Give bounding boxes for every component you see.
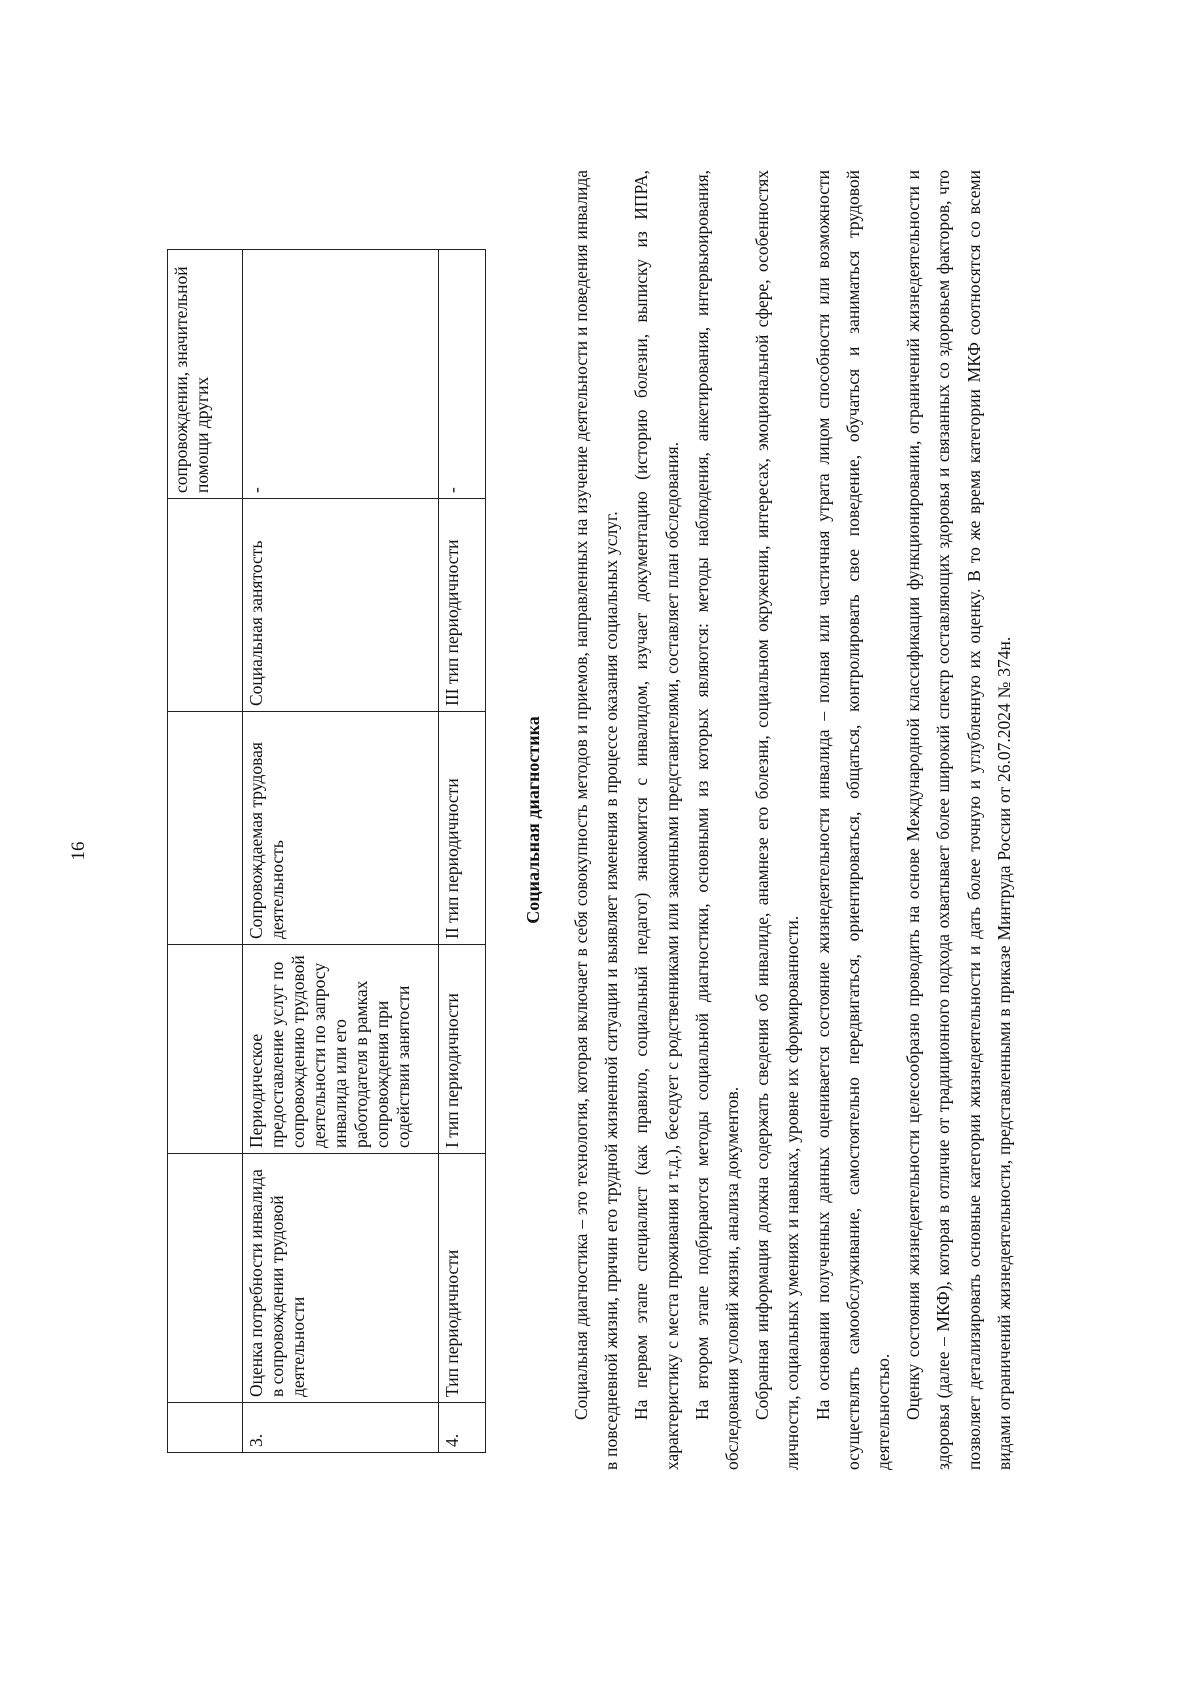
paragraph: На втором этапе подбираются методы социальной диагностики, основными из которых являются: методы наблюдения, анкетирования, интервьюирования, обследования условий жизни, анализа документов. [691, 170, 743, 1470]
table-cell: Сопровождаемая трудовая деятельность [243, 712, 439, 945]
table-cell: сопровождении, значительной помощи других [168, 250, 243, 499]
table-row [168, 250, 243, 1453]
table-cell [168, 499, 243, 712]
paragraph: Социальная диагностика – это технология, которая включает в себя совокупность методов и приемов, направленных на изучение деятельности и поведения инвалида в повседневной жизни, причин его трудной жизненной ситуации и выявляет изменения в процессе оказания социальных услуг. [571, 170, 622, 1470]
table-cell-number: 4. [439, 1403, 486, 1453]
table-cell: Тип периодичности [439, 1154, 486, 1403]
table-cell: III тип периодичности [439, 499, 486, 712]
paragraph: На первом этапе специалист (как правило, социальный педагог) знакомится с инвалидом, изучает документацию (историю болезни, выписку из ИПРА, характеристику с места проживания и т.д.), беседует с родственниками или законными представителями, составляет план обследования. [631, 170, 682, 1470]
section-social-diagnostics [520, 170, 1019, 1470]
table-cell [168, 945, 243, 1154]
table-cell: - [243, 250, 439, 499]
paragraph: На основании полученных данных оценивается состояние жизнедеятельности инвалида – полная или частичная утрата лицом способности или возможности осуществлять самообслуживание, самостоятельно передвигаться, ориентироваться, общаться, контролировать свое поведение, обучаться и заниматься трудовой деятельностью. [812, 170, 894, 1470]
table-cell [168, 1403, 243, 1453]
table-cell: I тип периодичности [439, 945, 486, 1154]
page-number: 16 [68, 841, 89, 861]
paragraph: Оценку состояния жизнедеятельности целесообразно проводить на основе Международной классификации функционировании, ограничений жизнедеятельности и здоровья (далее – МКФ), которая в отличие от традиционного подхода охватывает более широкий спектр составляющих здоровья и связанных со здоровьем факторов, что позволяет детализировать основные категории жизнедеятельности и дать более точную и углубленную их оценку. В то же время категории МКФ соотносятся со всеми видами ограничений жизнедеятельности, представленными в приказе Минтруда России от 26.07.2024 № 374н. [903, 170, 1014, 1470]
table-cell: Социальная занятость [243, 499, 439, 712]
table-row [439, 250, 486, 1453]
continuation-table [167, 249, 486, 1453]
table-cell: II тип периодичности [439, 712, 486, 945]
table-cell: - [439, 250, 486, 499]
table-cell: Периодическое предоставление услуг по сопровождению трудовой деятельности по запросу инвалида или его работодателя в рамках сопровождения при содействии занятости [243, 945, 439, 1154]
table-cell: Оценка потребности инвалида в сопровождении трудовой деятельности [243, 1154, 439, 1403]
paragraph: Собранная информация должна содержать сведения об инвалиде, анамнезе его болезни, социальном окружении, интересах, эмоциональной сфере, особенностях личности, социальных умениях и навыках, уровне их сформированности. [752, 170, 803, 1470]
table-row [243, 250, 439, 1453]
table-cell [168, 712, 243, 945]
table-cell [168, 1154, 243, 1403]
section-title: Социальная диагностика [523, 716, 543, 924]
table-cell-number: 3. [243, 1403, 439, 1453]
